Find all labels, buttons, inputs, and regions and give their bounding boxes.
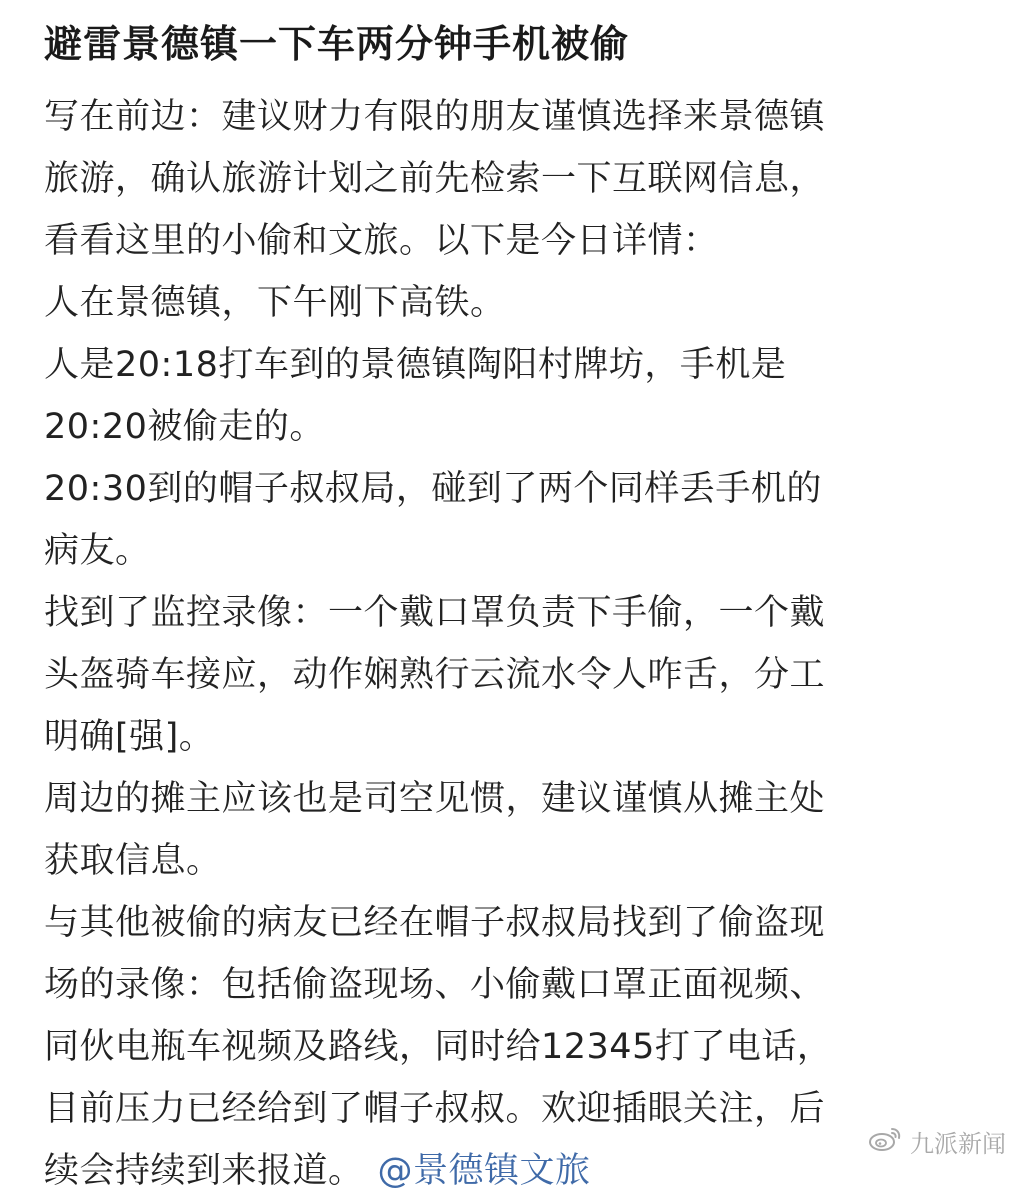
body-line: 20:20被偷走的。 [44, 407, 325, 447]
body-line: 获取信息。 [44, 841, 222, 881]
mention-link[interactable]: @景德镇文旅 [377, 1151, 591, 1191]
watermark-text: 九派新闻 [910, 1130, 1006, 1158]
body-line: 看看这里的小偷和文旅。以下是今日详情： [44, 221, 719, 261]
post-body [44, 86, 984, 1202]
post-title: 避雷景德镇一下车两分钟手机被偷 [44, 22, 630, 66]
body-line: 同伙电瓶车视频及路线，同时给12345打了电话， [44, 1027, 833, 1067]
body-line: 人是20:18打车到的景德镇陶阳村牌坊，手机是 [44, 345, 787, 385]
body-line: 找到了监控录像：一个戴口罩负责下手偷，一个戴 [44, 593, 826, 633]
body-line: 写在前边：建议财力有限的朋友谨慎选择来景德镇 [44, 97, 826, 137]
watermark [868, 1124, 1006, 1159]
body-line: 头盔骑车接应，动作娴熟行云流水令人咋舌，分工 [44, 655, 826, 695]
body-line: 场的录像：包括偷盗现场、小偷戴口罩正面视频、 [44, 965, 826, 1005]
weibo-icon [868, 1125, 902, 1159]
body-line-text: 续会持续到来报道。 [44, 1151, 364, 1191]
body-line: 周边的摊主应该也是司空见惯，建议谨慎从摊主处 [44, 779, 826, 819]
body-line: 20:30到的帽子叔叔局，碰到了两个同样丢手机的 [44, 469, 822, 509]
body-line: 病友。 [44, 531, 151, 571]
body-line: 旅游，确认旅游计划之前先检索一下互联网信息， [44, 159, 826, 199]
post [44, 18, 984, 1202]
body-line: 目前压力已经给到了帽子叔叔。欢迎插眼关注，后 [44, 1089, 826, 1129]
body-line: 人在景德镇，下午刚下高铁。 [44, 283, 506, 323]
body-line: 明确[强]。 [44, 717, 215, 757]
body-line-last [44, 1140, 984, 1202]
body-line: 与其他被偷的病友已经在帽子叔叔局找到了偷盗现 [44, 903, 826, 943]
